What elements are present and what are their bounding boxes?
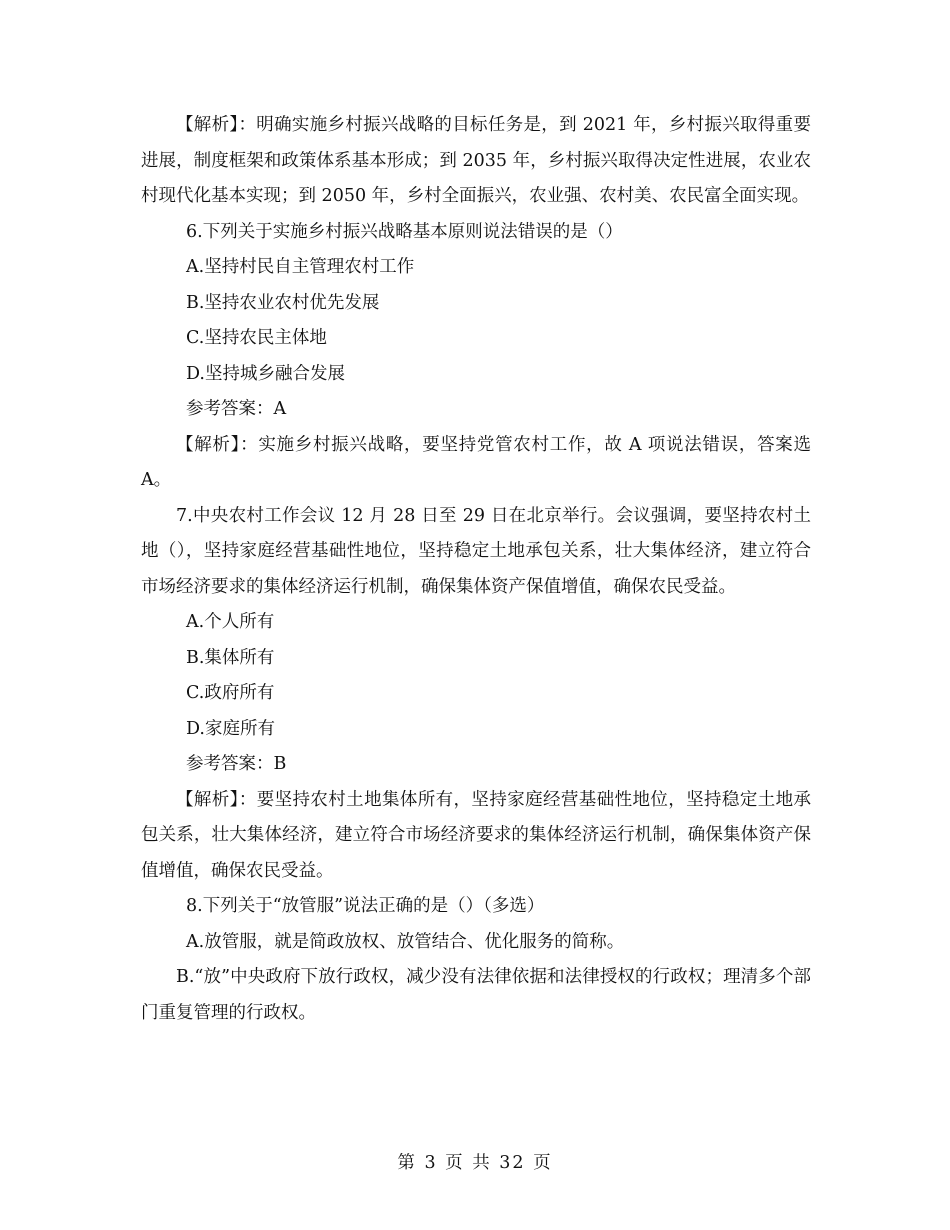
question-7-option-b: B.集体所有 — [186, 647, 275, 668]
question-8: 8.下列关于“放管服”说法正确的是（）（多选） — [186, 896, 545, 916]
question-6: 6.下列关于实施乡村振兴战略基本原则说法错误的是（） — [186, 221, 623, 242]
question-8-option-a: A.放管服，就是简政放权、放管结合、优化服务的简称。 — [186, 931, 625, 952]
question-6-option-c: C.坚持农民主体地 — [186, 328, 327, 348]
question-7-option-c: C.政府所有 — [186, 683, 275, 703]
analysis-paragraph: 【解析】：明确实施乡村振兴战略的目标任务是，到 2021 年，乡村振兴取得重要进展，制度框架和政策体系基本形成；到 2035 年，乡村振兴取得决定性进展，农业农村现代化基本实现；到 2050 年，乡村全面振兴，农业强、农村美、农民富全面实现。 — [141, 115, 811, 206]
question-6-answer: 参考答案：A — [186, 399, 287, 419]
question-7-option-a: A.个人所有 — [186, 612, 275, 632]
question-6-option-b: B.坚持农业农村优先发展 — [186, 292, 380, 313]
document-body — [141, 108, 811, 1031]
question-6-option-d: D.坚持城乡融合发展 — [186, 363, 345, 384]
question-6-option-a: A.坚持村民自主管理农村工作 — [186, 257, 415, 277]
question-6-analysis: 【解析】：实施乡村振兴战略，要坚持党管农村工作，故 A 项说法错误，答案选 A。 — [141, 434, 811, 490]
question-7-analysis: 【解析】：要坚持农村土地集体所有，坚持家庭经营基础性地位，坚持稳定土地承包关系，壮大集体经济，建立符合市场经济要求的集体经济运行机制，确保集体资产保值增值，确保农民受益。 — [141, 789, 811, 881]
question-7-answer: 参考答案：B — [186, 754, 287, 774]
question-7: 7.中央农村工作会议 12 月 28 日至 29 日在北京举行。会议强调，要坚持农村土地（），坚持家庭经营基础性地位，坚持稳定土地承包关系，壮大集体经济，建立符合市场经济要求的集体经济运行机制，确保集体资产保值增值，确保农民受益。 — [141, 505, 811, 597]
question-7-option-d: D.家庭所有 — [186, 718, 275, 739]
question-8-option-b: B.“放”中央政府下放行政权，减少没有法律依据和法律授权的行政权；理清多个部门重复管理的行政权。 — [141, 967, 811, 1023]
page-footer: 第 3 页 共 32 页 — [397, 1153, 553, 1173]
